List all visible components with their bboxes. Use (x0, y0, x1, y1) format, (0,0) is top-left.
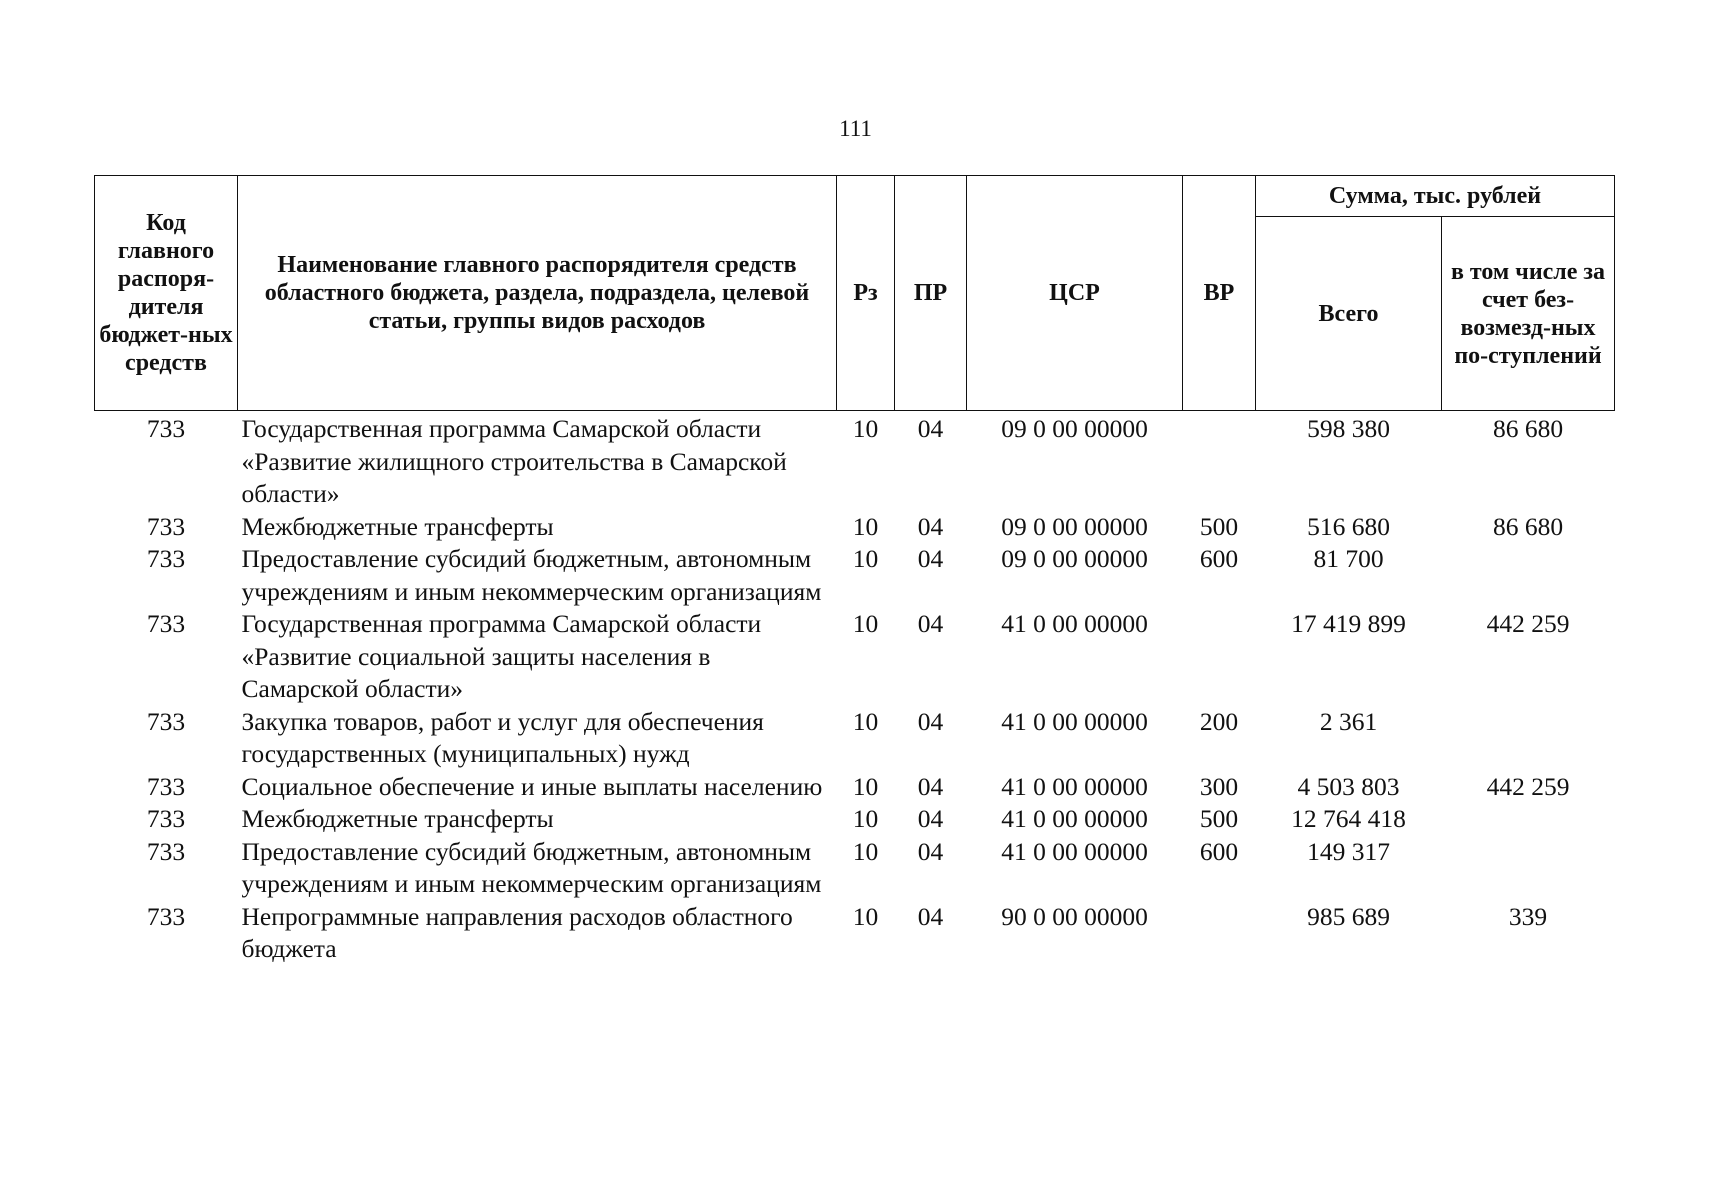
cell-csr: 09 0 00 00000 (1001, 414, 1148, 443)
cell-incl: 339 (1508, 901, 1548, 931)
cell-csr: 09 0 00 00000 (1001, 511, 1148, 541)
cell-incl: 86 680 (1492, 414, 1564, 443)
cell-rz: 10 (852, 706, 879, 736)
cell-code: 733 (146, 901, 186, 931)
header-sum: Сумма, тыс. рублей (1256, 176, 1615, 217)
cell-code: 733 (146, 836, 186, 866)
cell-total: 598 380 (1307, 414, 1390, 443)
table-row (95, 543, 1615, 608)
cell-name: Закупка товаров, работ и услуг для обеспечения государственных (муниципальных) нужд (241, 706, 764, 768)
table-row (95, 608, 1615, 706)
header-incl: в том числе за счет без-возмезд-ных по-ступлений (1442, 217, 1615, 411)
cell-vr (1183, 411, 1256, 511)
header-total: Всего (1256, 217, 1442, 411)
cell-name: Государственная программа Самарской области «Развитие жилищного строительства в Самарской области» (241, 414, 787, 508)
cell-name: Предоставление субсидий бюджетным, автономным учреждениям и иным некоммерческим организациям (241, 836, 822, 898)
cell-vr: 200 (1199, 706, 1239, 736)
cell-name: Социальное обеспечение и иные выплаты населению (241, 771, 823, 801)
cell-vr: 500 (1199, 804, 1239, 833)
cell-rz: 10 (852, 771, 879, 801)
cell-rz: 10 (852, 544, 879, 573)
cell-csr: 41 0 00 00000 (1001, 804, 1148, 833)
cell-total: 17 419 899 (1291, 609, 1406, 638)
cell-total: 4 503 803 (1297, 771, 1400, 801)
header-code: Код главного распоря-дителя бюджет-ных средств (95, 176, 238, 411)
cell-rz: 10 (852, 901, 879, 931)
table-row (95, 411, 1615, 511)
cell-total: 985 689 (1307, 901, 1390, 931)
cell-vr: 500 (1199, 511, 1239, 541)
cell-csr: 41 0 00 00000 (1001, 706, 1148, 736)
cell-total: 2 361 (1319, 706, 1378, 736)
cell-pr: 04 (917, 804, 944, 833)
header-name: Наименование главного распорядителя средств областного бюджета, раздела, подраздела, целевой статьи, группы видов расходов (238, 176, 837, 411)
cell-incl (1442, 706, 1615, 771)
cell-pr: 04 (917, 544, 944, 573)
cell-total: 81 700 (1313, 544, 1384, 573)
cell-incl (1442, 836, 1615, 901)
cell-rz: 10 (852, 804, 879, 833)
page-number: 111 (839, 116, 872, 141)
cell-name: Межбюджетные трансферты (241, 804, 554, 833)
cell-pr: 04 (917, 836, 944, 866)
table-header (95, 176, 1615, 411)
cell-rz: 10 (852, 414, 879, 443)
cell-csr: 41 0 00 00000 (1001, 771, 1148, 801)
cell-vr (1183, 901, 1256, 966)
cell-pr: 04 (917, 414, 944, 443)
cell-code: 733 (146, 771, 186, 801)
header-pr: ПР (895, 176, 967, 411)
cell-name: Непрограммные направления расходов областного бюджета (241, 901, 793, 963)
cell-incl: 442 259 (1486, 609, 1570, 638)
cell-incl: 442 259 (1486, 771, 1570, 801)
cell-rz: 10 (852, 609, 879, 638)
cell-code: 733 (146, 511, 186, 541)
cell-csr: 90 0 00 00000 (1001, 901, 1148, 931)
cell-total: 149 317 (1307, 836, 1390, 866)
cell-vr (1183, 608, 1256, 706)
header-vr: ВР (1183, 176, 1256, 411)
cell-code: 733 (146, 609, 186, 638)
table-body (95, 411, 1615, 966)
cell-incl (1442, 803, 1615, 836)
cell-incl (1442, 543, 1615, 608)
table-row (95, 901, 1615, 966)
cell-incl: 86 680 (1492, 511, 1564, 541)
cell-csr: 41 0 00 00000 (1001, 836, 1148, 866)
cell-pr: 04 (917, 771, 944, 801)
cell-code: 733 (146, 706, 186, 736)
budget-table (94, 175, 1615, 966)
cell-code: 733 (146, 544, 186, 573)
table-row (95, 706, 1615, 771)
cell-name: Предоставление субсидий бюджетным, автономным учреждениям и иным некоммерческим организациям (241, 544, 822, 606)
header-rz: Рз (837, 176, 895, 411)
cell-pr: 04 (917, 901, 944, 931)
cell-vr: 600 (1199, 544, 1239, 573)
cell-pr: 04 (917, 706, 944, 736)
cell-name: Межбюджетные трансферты (241, 511, 554, 541)
cell-total: 12 764 418 (1291, 804, 1406, 833)
cell-rz: 10 (852, 511, 879, 541)
header-csr: ЦСР (967, 176, 1183, 411)
table-row (95, 511, 1615, 544)
cell-rz: 10 (852, 836, 879, 866)
cell-code: 733 (146, 804, 186, 833)
cell-csr: 41 0 00 00000 (1001, 609, 1148, 638)
table-row (95, 771, 1615, 804)
cell-pr: 04 (917, 511, 944, 541)
cell-total: 516 680 (1307, 511, 1390, 541)
cell-name: Государственная программа Самарской области «Развитие социальной защиты населения в Самарской области» (241, 609, 762, 703)
cell-csr: 09 0 00 00000 (1001, 544, 1148, 573)
cell-vr: 300 (1199, 771, 1239, 801)
cell-vr: 600 (1199, 836, 1239, 866)
cell-code: 733 (146, 414, 186, 443)
cell-pr: 04 (917, 609, 944, 638)
table-row (95, 836, 1615, 901)
table-row (95, 803, 1615, 836)
